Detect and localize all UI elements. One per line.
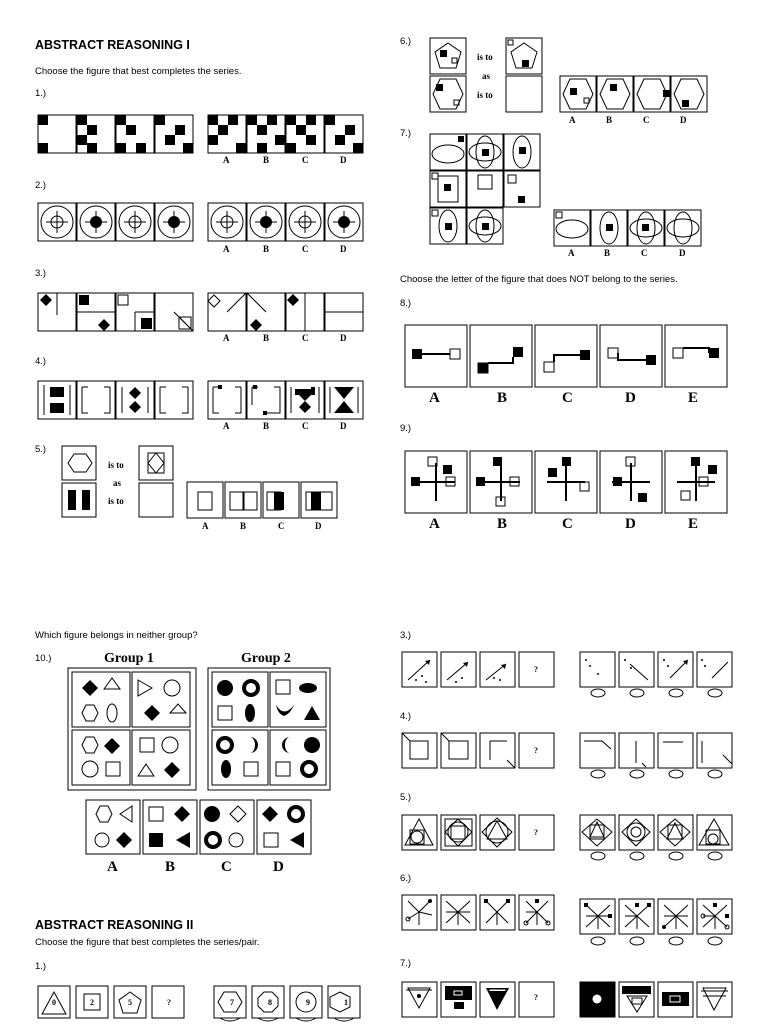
question-number: 4.) [35,356,47,367]
option-label: B [240,521,247,531]
question-number: 10.) [35,653,52,664]
analogy-is-to: is to [477,90,493,100]
q1-figures [38,115,368,155]
option-label: C [302,155,309,165]
option-label: D [625,390,636,406]
option-label: C [278,521,285,531]
question-number: 5.) [35,444,47,455]
option-label: D [273,859,284,875]
box-number: 0 [52,998,56,1007]
question-number: 2.) [35,180,47,191]
q9-figures [405,451,731,515]
box-number: 5 [128,998,132,1007]
q3-figures [38,293,368,333]
instruction-neither-group: Which figure belongs in neither group? [35,630,198,641]
question-number: 3.) [400,630,412,641]
ii-q7-figures [402,982,732,1024]
option-label: D [625,516,636,532]
option-label: A [568,248,575,258]
question-number: 1.) [35,961,47,972]
q5-analogy [62,446,182,521]
box-number: 2 [90,998,94,1007]
question-mark: ? [167,998,171,1007]
option-label: C [302,421,309,431]
analogy-as: as [482,71,491,81]
q8-figures [405,325,731,389]
option-number: 7 [230,998,234,1007]
question-mark: ? [534,828,538,837]
section-title-2: ABSTRACT REASONING II [35,918,194,932]
analogy-as: as [113,478,122,488]
option-label: B [263,421,270,431]
instruction-not-belong: Choose the letter of the figure that does NOT belong to the series. [400,274,678,285]
question-mark: ? [534,993,538,1002]
option-label: C [221,859,232,875]
q5-options [187,482,337,520]
option-label: A [429,516,440,532]
instruction-series-pair: Choose the figure that best completes the series/pair. [35,937,260,948]
option-label: D [340,244,347,254]
group-1-label: Group 1 [104,651,154,666]
option-label: A [569,115,576,125]
option-label: C [302,333,309,343]
option-number: 8 [268,998,272,1007]
option-label: B [497,516,508,532]
ii-q5-figures [402,815,732,863]
option-label: E [688,390,699,406]
question-number: 8.) [400,298,412,309]
question-number: 6.) [400,873,412,884]
option-label: B [604,248,611,258]
q6-analogy [430,38,710,116]
q2-figures [38,203,368,243]
section-title-1: ABSTRACT REASONING I [35,38,190,52]
question-number: 7.) [400,958,412,969]
option-label: C [643,115,650,125]
question-number: 1.) [35,88,47,99]
option-label: C [562,516,573,532]
q7-matrix [430,134,705,248]
option-label: B [263,244,270,254]
option-label: A [223,421,230,431]
q4-figures [38,381,368,421]
option-label: A [223,155,230,165]
option-label: A [107,859,118,875]
option-label: B [263,333,270,343]
option-label: C [562,390,573,406]
option-label: D [680,115,687,125]
option-label: D [679,248,686,258]
option-label: A [223,244,230,254]
instruction-series: Choose the figure that best completes the series. [35,66,242,77]
question-number: 9.) [400,423,412,434]
option-label: C [641,248,648,258]
option-label: D [340,421,347,431]
option-label: A [429,390,440,406]
question-number: 3.) [35,268,47,279]
ii-q4-figures [402,733,732,781]
option-label: D [315,521,322,531]
option-label: A [202,521,209,531]
q10-groups [68,668,338,792]
option-label: E [688,516,699,532]
option-label: B [497,390,508,406]
option-label: D [340,155,347,165]
option-label: C [302,244,309,254]
question-number: 4.) [400,711,412,722]
question-number: 6.) [400,36,412,47]
option-label: B [165,859,176,875]
ii-q6-figures [402,895,732,947]
option-label: B [606,115,613,125]
analogy-is-to: is to [477,52,493,62]
option-label: D [340,333,347,343]
option-label: B [263,155,270,165]
question-mark: ? [534,746,538,755]
question-number: 5.) [400,792,412,803]
q10-options [86,800,314,856]
question-number: 7.) [400,128,412,139]
ii-q1-figures [38,986,368,1024]
option-number: 1 [344,998,348,1007]
ii-q3-figures [402,652,732,700]
option-number: 9 [306,998,310,1007]
option-label: A [223,333,230,343]
group-2-label: Group 2 [241,651,291,666]
question-mark: ? [534,665,538,674]
analogy-is-to: is to [108,460,124,470]
analogy-is-to: is to [108,496,124,506]
